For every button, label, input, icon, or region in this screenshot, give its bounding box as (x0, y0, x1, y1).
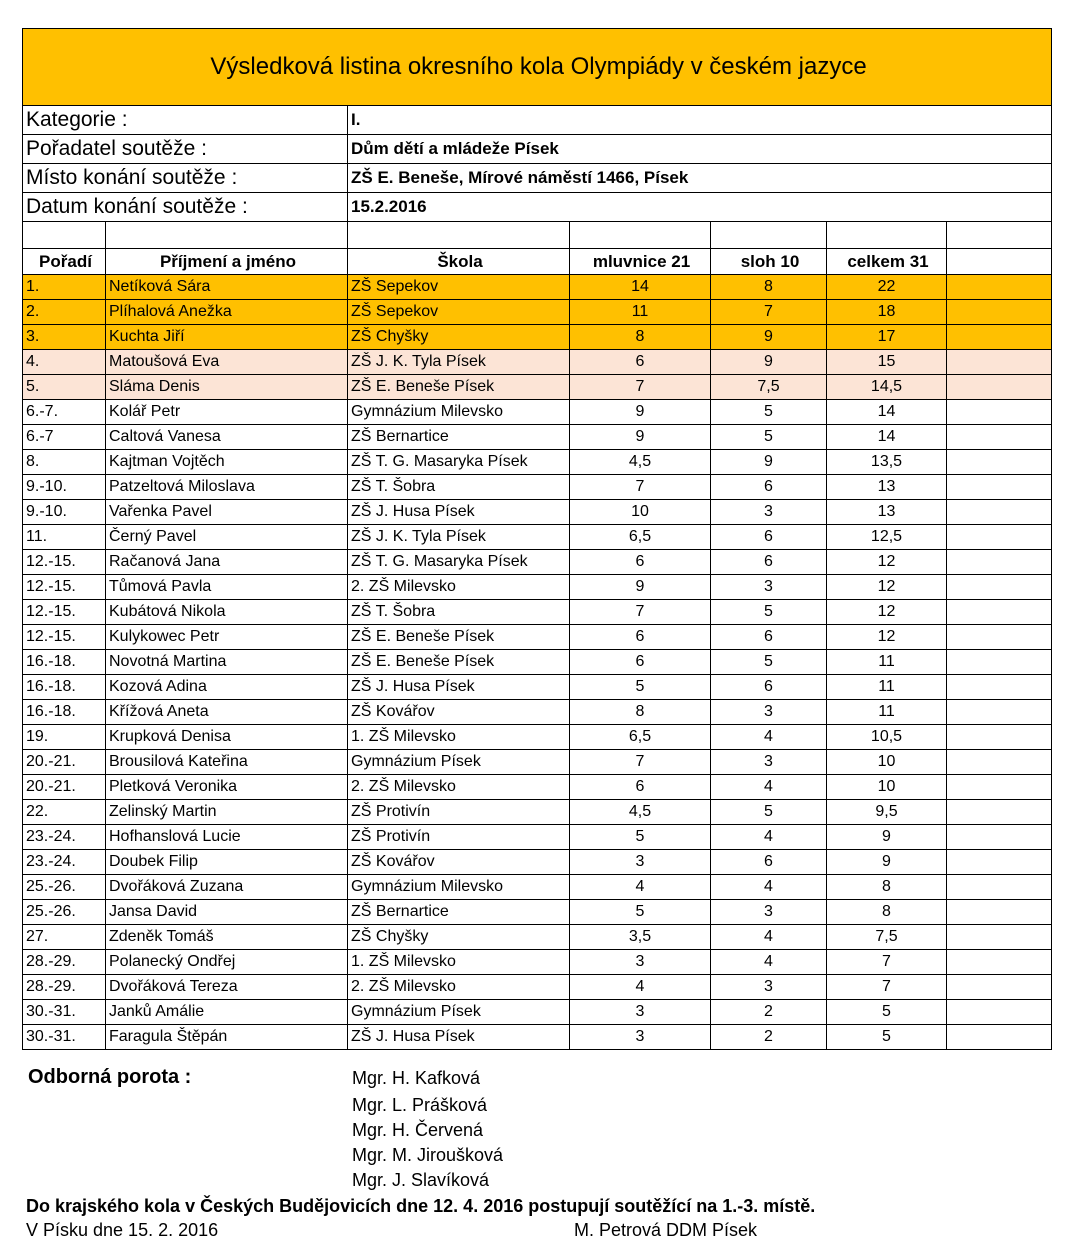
cell-total: 14,5 (827, 375, 947, 400)
cell-school: ZŠ Bernartice (348, 900, 570, 925)
cell-grammar: 9 (570, 425, 711, 450)
cell-grammar: 3 (570, 1000, 711, 1025)
cell-grammar: 5 (570, 900, 711, 925)
cell-name: Faragula Štěpán (106, 1025, 348, 1050)
cell-empty (947, 725, 1052, 750)
cell-rank: 12.-15. (23, 600, 106, 625)
cell-school: Gymnázium Písek (348, 750, 570, 775)
table-row (23, 775, 1052, 800)
table-row (23, 450, 1052, 475)
cell-essay: 6 (711, 475, 827, 500)
header-total: celkem 31 (827, 249, 947, 275)
cell-rank: 5. (23, 375, 106, 400)
cell-name: Pletková Veronika (106, 775, 348, 800)
cell-school: ZŠ E. Beneše Písek (348, 375, 570, 400)
results-table (22, 28, 1052, 1050)
cell-name: Patzeltová Miloslava (106, 475, 348, 500)
cell-empty (947, 550, 1052, 575)
cell-name: Jansa David (106, 900, 348, 925)
cell-essay: 4 (711, 775, 827, 800)
jury-member: Mgr. H. Červená (352, 1120, 484, 1140)
cell-grammar: 7 (570, 475, 711, 500)
advancement-note: Do krajského kola v Českých Budějovicích dne 12. 4. 2016 postupují soutěžící na 1.-3. místě. (26, 1196, 816, 1216)
cell-grammar: 4 (570, 875, 711, 900)
cell-total: 10 (827, 750, 947, 775)
cell-total: 9 (827, 825, 947, 850)
cell-empty (947, 400, 1052, 425)
cell-essay: 5 (711, 650, 827, 675)
cell-empty (947, 950, 1052, 975)
cell-grammar: 3 (570, 950, 711, 975)
cell-name: Doubek Filip (106, 850, 348, 875)
cell-essay: 2 (711, 1025, 827, 1050)
cell-total: 12 (827, 550, 947, 575)
table-row (23, 950, 1052, 975)
info-value: I. (348, 106, 1052, 135)
cell-grammar: 6 (570, 625, 711, 650)
cell-empty (947, 1000, 1052, 1025)
cell-grammar: 10 (570, 500, 711, 525)
cell-school: Gymnázium Milevsko (348, 400, 570, 425)
cell-rank: 8. (23, 450, 106, 475)
header-essay: sloh 10 (711, 249, 827, 275)
cell-rank: 16.-18. (23, 700, 106, 725)
table-row (23, 325, 1052, 350)
cell-essay: 6 (711, 850, 827, 875)
cell-school: 2. ZŠ Milevsko (348, 575, 570, 600)
cell-essay: 3 (711, 575, 827, 600)
info-label: Místo konání soutěže : (23, 164, 348, 193)
cell-total: 7 (827, 975, 947, 1000)
cell-rank: 12.-15. (23, 575, 106, 600)
cell-empty (947, 375, 1052, 400)
cell-essay: 7 (711, 300, 827, 325)
cell-essay: 2 (711, 1000, 827, 1025)
cell-grammar: 14 (570, 275, 711, 300)
cell-total: 10 (827, 775, 947, 800)
cell-rank: 16.-18. (23, 650, 106, 675)
cell-grammar: 6 (570, 550, 711, 575)
cell-empty (947, 850, 1052, 875)
cell-empty (947, 1025, 1052, 1050)
cell-total: 13 (827, 500, 947, 525)
cell-grammar: 6,5 (570, 725, 711, 750)
cell-rank: 23.-24. (23, 850, 106, 875)
cell-essay: 5 (711, 425, 827, 450)
table-row (23, 375, 1052, 400)
cell-name: Polanecký Ondřej (106, 950, 348, 975)
table-row (23, 675, 1052, 700)
signature: M. Petrová DDM Písek (574, 1220, 758, 1240)
cell-essay: 4 (711, 950, 827, 975)
cell-name: Netíková Sára (106, 275, 348, 300)
cell-empty (947, 525, 1052, 550)
jury-member: Mgr. H. Kafková (352, 1068, 481, 1088)
info-row-organizer (23, 135, 1052, 164)
cell-essay: 8 (711, 275, 827, 300)
info-row-venue (23, 164, 1052, 193)
page-title: Výsledková listina okresního kola Olympiády v českém jazyce (23, 29, 1052, 106)
cell-empty (947, 275, 1052, 300)
cell-school: 1. ZŠ Milevsko (348, 950, 570, 975)
cell-grammar: 4,5 (570, 450, 711, 475)
cell-total: 8 (827, 900, 947, 925)
cell-total: 18 (827, 300, 947, 325)
cell-total: 12,5 (827, 525, 947, 550)
cell-empty (947, 900, 1052, 925)
table-row (23, 475, 1052, 500)
cell-grammar: 5 (570, 675, 711, 700)
cell-empty (947, 825, 1052, 850)
cell-essay: 9 (711, 450, 827, 475)
cell-name: Kozová Adina (106, 675, 348, 700)
cell-essay: 6 (711, 525, 827, 550)
jury-member: Mgr. L. Prášková (352, 1095, 488, 1115)
cell-total: 9,5 (827, 800, 947, 825)
table-row (23, 750, 1052, 775)
cell-empty (947, 800, 1052, 825)
cell-empty (947, 450, 1052, 475)
cell-essay: 5 (711, 600, 827, 625)
cell-name: Tůmová Pavla (106, 575, 348, 600)
table-row (23, 525, 1052, 550)
cell-school: ZŠ E. Beneše Písek (348, 625, 570, 650)
cell-rank: 25.-26. (23, 900, 106, 925)
cell-essay: 6 (711, 625, 827, 650)
cell-essay: 3 (711, 975, 827, 1000)
cell-total: 10,5 (827, 725, 947, 750)
cell-name: Kolář Petr (106, 400, 348, 425)
cell-grammar: 3 (570, 850, 711, 875)
cell-empty (947, 500, 1052, 525)
cell-school: ZŠ Protivín (348, 800, 570, 825)
table-row (23, 275, 1052, 300)
cell-empty (947, 650, 1052, 675)
cell-name: Dvořáková Zuzana (106, 875, 348, 900)
cell-total: 12 (827, 625, 947, 650)
cell-total: 7,5 (827, 925, 947, 950)
cell-empty (947, 750, 1052, 775)
header-rank: Pořadí (23, 249, 106, 275)
cell-total: 11 (827, 700, 947, 725)
cell-rank: 16.-18. (23, 675, 106, 700)
header-school: Škola (348, 249, 570, 275)
cell-name: Dvořáková Tereza (106, 975, 348, 1000)
cell-essay: 3 (711, 500, 827, 525)
cell-rank: 30.-31. (23, 1000, 106, 1025)
cell-name: Kuchta Jiří (106, 325, 348, 350)
cell-school: ZŠ J. Husa Písek (348, 500, 570, 525)
cell-essay: 6 (711, 550, 827, 575)
cell-school: ZŠ Sepekov (348, 275, 570, 300)
cell-essay: 9 (711, 350, 827, 375)
cell-name: Kubátová Nikola (106, 600, 348, 625)
cell-school: ZŠ Chyšky (348, 925, 570, 950)
cell-grammar: 6 (570, 350, 711, 375)
cell-school: ZŠ Kovářov (348, 700, 570, 725)
cell-grammar: 8 (570, 325, 711, 350)
cell-grammar: 4 (570, 975, 711, 1000)
cell-empty (947, 300, 1052, 325)
results-sheet (22, 28, 1051, 1050)
table-row (23, 600, 1052, 625)
cell-essay: 4 (711, 725, 827, 750)
cell-empty (947, 775, 1052, 800)
cell-essay: 4 (711, 875, 827, 900)
cell-empty (947, 350, 1052, 375)
cell-rank: 2. (23, 300, 106, 325)
cell-name: Matoušová Eva (106, 350, 348, 375)
cell-name: Krupková Denisa (106, 725, 348, 750)
cell-name: Vařenka Pavel (106, 500, 348, 525)
cell-school: ZŠ Bernartice (348, 425, 570, 450)
cell-rank: 3. (23, 325, 106, 350)
cell-total: 13,5 (827, 450, 947, 475)
cell-rank: 30.-31. (23, 1025, 106, 1050)
cell-grammar: 7 (570, 375, 711, 400)
cell-school: ZŠ E. Beneše Písek (348, 650, 570, 675)
info-label: Datum konání soutěže : (23, 193, 348, 222)
cell-total: 14 (827, 400, 947, 425)
cell-grammar: 5 (570, 825, 711, 850)
cell-name: Novotná Martina (106, 650, 348, 675)
cell-name: Kulykowec Petr (106, 625, 348, 650)
cell-grammar: 8 (570, 700, 711, 725)
cell-total: 7 (827, 950, 947, 975)
cell-empty (947, 925, 1052, 950)
cell-essay: 3 (711, 900, 827, 925)
cell-name: Brousilová Kateřina (106, 750, 348, 775)
cell-grammar: 3 (570, 1025, 711, 1050)
cell-rank: 20.-21. (23, 775, 106, 800)
cell-rank: 28.-29. (23, 975, 106, 1000)
table-row (23, 925, 1052, 950)
cell-grammar: 7 (570, 750, 711, 775)
header-name: Příjmení a jméno (106, 249, 348, 275)
cell-rank: 4. (23, 350, 106, 375)
cell-rank: 1. (23, 275, 106, 300)
cell-essay: 6 (711, 675, 827, 700)
table-row (23, 725, 1052, 750)
cell-empty (947, 600, 1052, 625)
cell-rank: 6.-7. (23, 400, 106, 425)
cell-school: Gymnázium Milevsko (348, 875, 570, 900)
cell-rank: 28.-29. (23, 950, 106, 975)
cell-empty (947, 675, 1052, 700)
cell-grammar: 4,5 (570, 800, 711, 825)
cell-rank: 25.-26. (23, 875, 106, 900)
cell-total: 17 (827, 325, 947, 350)
cell-essay: 4 (711, 825, 827, 850)
cell-total: 22 (827, 275, 947, 300)
table-row (23, 875, 1052, 900)
table-row (23, 300, 1052, 325)
cell-total: 9 (827, 850, 947, 875)
cell-school: ZŠ T. Šobra (348, 600, 570, 625)
cell-school: ZŠ Sepekov (348, 300, 570, 325)
cell-name: Křížová Aneta (106, 700, 348, 725)
cell-rank: 19. (23, 725, 106, 750)
cell-name: Zdeněk Tomáš (106, 925, 348, 950)
cell-school: ZŠ J. Husa Písek (348, 675, 570, 700)
info-label: Pořadatel soutěže : (23, 135, 348, 164)
cell-empty (947, 325, 1052, 350)
cell-school: ZŠ J. K. Tyla Písek (348, 350, 570, 375)
cell-total: 15 (827, 350, 947, 375)
cell-rank: 9.-10. (23, 500, 106, 525)
cell-empty (947, 625, 1052, 650)
blank-row (23, 222, 1052, 249)
info-value: ZŠ E. Beneše, Mírové náměstí 1466, Písek (348, 164, 1052, 193)
cell-school: 2. ZŠ Milevsko (348, 975, 570, 1000)
header-empty (947, 249, 1052, 275)
cell-rank: 22. (23, 800, 106, 825)
cell-total: 5 (827, 1000, 947, 1025)
table-row (23, 400, 1052, 425)
cell-school: ZŠ J. K. Tyla Písek (348, 525, 570, 550)
cell-name: Kajtman Vojtěch (106, 450, 348, 475)
cell-rank: 11. (23, 525, 106, 550)
cell-school: ZŠ T. G. Masaryka Písek (348, 550, 570, 575)
cell-school: 1. ZŠ Milevsko (348, 725, 570, 750)
cell-empty (947, 875, 1052, 900)
cell-empty (947, 575, 1052, 600)
cell-school: ZŠ Protivín (348, 825, 570, 850)
table-row (23, 1000, 1052, 1025)
cell-grammar: 7 (570, 600, 711, 625)
cell-school: ZŠ J. Husa Písek (348, 1025, 570, 1050)
place-date: V Písku dne 15. 2. 2016 (26, 1220, 219, 1240)
title-row (23, 29, 1052, 106)
table-row (23, 850, 1052, 875)
cell-school: ZŠ T. G. Masaryka Písek (348, 450, 570, 475)
table-row (23, 550, 1052, 575)
cell-rank: 6.-7 (23, 425, 106, 450)
cell-rank: 27. (23, 925, 106, 950)
table-row (23, 575, 1052, 600)
cell-total: 13 (827, 475, 947, 500)
cell-school: ZŠ Chyšky (348, 325, 570, 350)
cell-total: 8 (827, 875, 947, 900)
cell-name: Caltová Vanesa (106, 425, 348, 450)
cell-grammar: 11 (570, 300, 711, 325)
cell-rank: 12.-15. (23, 550, 106, 575)
cell-school: 2. ZŠ Milevsko (348, 775, 570, 800)
table-row (23, 800, 1052, 825)
cell-essay: 5 (711, 400, 827, 425)
cell-total: 12 (827, 600, 947, 625)
info-value: 15.2.2016 (348, 193, 1052, 222)
table-row (23, 650, 1052, 675)
cell-empty (947, 425, 1052, 450)
cell-name: Sláma Denis (106, 375, 348, 400)
cell-rank: 20.-21. (23, 750, 106, 775)
cell-total: 11 (827, 650, 947, 675)
cell-empty (947, 700, 1052, 725)
cell-essay: 5 (711, 800, 827, 825)
cell-total: 11 (827, 675, 947, 700)
jury-label: Odborná porota : (28, 1066, 192, 1088)
cell-name: Janků Amálie (106, 1000, 348, 1025)
cell-name: Plíhalová Anežka (106, 300, 348, 325)
cell-name: Hofhanslová Lucie (106, 825, 348, 850)
cell-school: Gymnázium Písek (348, 1000, 570, 1025)
table-row (23, 900, 1052, 925)
cell-school: ZŠ T. Šobra (348, 475, 570, 500)
cell-total: 5 (827, 1025, 947, 1050)
table-row (23, 500, 1052, 525)
cell-grammar: 6 (570, 775, 711, 800)
table-row (23, 1025, 1052, 1050)
cell-essay: 9 (711, 325, 827, 350)
cell-name: Černý Pavel (106, 525, 348, 550)
cell-essay: 3 (711, 700, 827, 725)
table-row (23, 700, 1052, 725)
cell-rank: 12.-15. (23, 625, 106, 650)
cell-grammar: 3,5 (570, 925, 711, 950)
cell-total: 12 (827, 575, 947, 600)
cell-total: 14 (827, 425, 947, 450)
table-row (23, 425, 1052, 450)
cell-essay: 4 (711, 925, 827, 950)
header-grammar: mluvnice 21 (570, 249, 711, 275)
table-row (23, 625, 1052, 650)
cell-grammar: 9 (570, 575, 711, 600)
table-row (23, 975, 1052, 1000)
cell-name: Račanová Jana (106, 550, 348, 575)
table-row (23, 350, 1052, 375)
cell-grammar: 6,5 (570, 525, 711, 550)
cell-rank: 23.-24. (23, 825, 106, 850)
cell-grammar: 9 (570, 400, 711, 425)
info-value: Dům dětí a mládeže Písek (348, 135, 1052, 164)
cell-grammar: 6 (570, 650, 711, 675)
cell-name: Zelinský Martin (106, 800, 348, 825)
cell-essay: 3 (711, 750, 827, 775)
table-row (23, 825, 1052, 850)
cell-essay: 7,5 (711, 375, 827, 400)
jury-member: Mgr. J. Slavíková (352, 1170, 490, 1190)
cell-school: ZŠ Kovářov (348, 850, 570, 875)
cell-rank: 9.-10. (23, 475, 106, 500)
info-label: Kategorie : (23, 106, 348, 135)
cell-empty (947, 475, 1052, 500)
jury-member: Mgr. M. Jiroušková (352, 1145, 504, 1165)
cell-empty (947, 975, 1052, 1000)
info-row-date (23, 193, 1052, 222)
column-header-row (23, 249, 1052, 275)
info-row-category (23, 106, 1052, 135)
